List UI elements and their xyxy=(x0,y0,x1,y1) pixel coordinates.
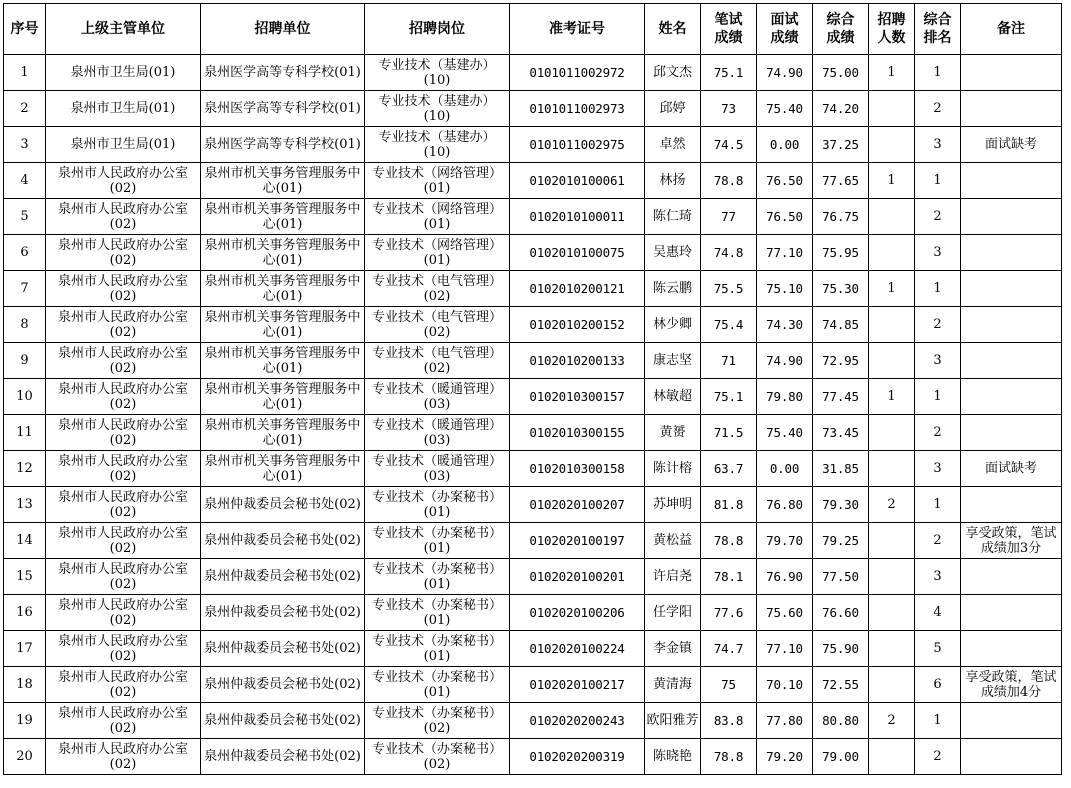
cell-written: 75.1 xyxy=(701,379,757,415)
cell-name: 任学阳 xyxy=(645,595,701,631)
table-row xyxy=(4,271,1062,307)
cell-written: 71.5 xyxy=(701,415,757,451)
cell-hires xyxy=(869,91,915,127)
col-header-name: 姓名 xyxy=(645,4,701,55)
results-table xyxy=(3,3,1062,775)
col-header-hires: 招聘人数 xyxy=(869,4,915,55)
cell-remarks: 面试缺考 xyxy=(961,127,1062,163)
cell-ticket: 0102010200152 xyxy=(510,307,645,343)
cell-remarks: 面试缺考 xyxy=(961,451,1062,487)
cell-total: 79.30 xyxy=(813,487,869,523)
cell-rank: 1 xyxy=(915,703,961,739)
cell-remarks xyxy=(961,415,1062,451)
cell-employer: 泉州市机关事务管理服务中心(01) xyxy=(201,271,365,307)
col-header-rank: 综合排名 xyxy=(915,4,961,55)
cell-ticket: 0102020100206 xyxy=(510,595,645,631)
cell-rank: 2 xyxy=(915,523,961,559)
cell-supervisor: 泉州市人民政府办公室(02) xyxy=(46,487,201,523)
col-header-supervisor: 上级主管单位 xyxy=(46,4,201,55)
cell-index: 4 xyxy=(4,163,46,199)
cell-position: 专业技术（网络管理）(01) xyxy=(365,235,510,271)
cell-rank: 3 xyxy=(915,559,961,595)
cell-hires xyxy=(869,415,915,451)
cell-position: 专业技术（办案秘书）(01) xyxy=(365,523,510,559)
cell-name: 欧阳雅芳 xyxy=(645,703,701,739)
cell-ticket: 0102010100011 xyxy=(510,199,645,235)
cell-position: 专业技术（基建办）(10) xyxy=(365,127,510,163)
cell-supervisor: 泉州市卫生局(01) xyxy=(46,127,201,163)
cell-remarks xyxy=(961,307,1062,343)
cell-rank: 6 xyxy=(915,667,961,703)
cell-rank: 4 xyxy=(915,595,961,631)
cell-ticket: 0102010300158 xyxy=(510,451,645,487)
table-row xyxy=(4,379,1062,415)
cell-index: 14 xyxy=(4,523,46,559)
table-row xyxy=(4,487,1062,523)
cell-remarks xyxy=(961,91,1062,127)
cell-interview: 0.00 xyxy=(757,451,813,487)
cell-remarks xyxy=(961,343,1062,379)
cell-supervisor: 泉州市人民政府办公室(02) xyxy=(46,235,201,271)
cell-ticket: 0102010100075 xyxy=(510,235,645,271)
cell-written: 78.8 xyxy=(701,739,757,775)
col-header-position: 招聘岗位 xyxy=(365,4,510,55)
cell-employer: 泉州市机关事务管理服务中心(01) xyxy=(201,379,365,415)
cell-position: 专业技术（办案秘书）(01) xyxy=(365,667,510,703)
cell-name: 黄清海 xyxy=(645,667,701,703)
cell-hires xyxy=(869,451,915,487)
cell-rank: 3 xyxy=(915,127,961,163)
cell-name: 林少卿 xyxy=(645,307,701,343)
cell-position: 专业技术（电气管理）(02) xyxy=(365,343,510,379)
cell-total: 72.95 xyxy=(813,343,869,379)
cell-written: 78.1 xyxy=(701,559,757,595)
cell-position: 专业技术（暖通管理）(03) xyxy=(365,415,510,451)
cell-name: 苏坤明 xyxy=(645,487,701,523)
cell-supervisor: 泉州市人民政府办公室(02) xyxy=(46,415,201,451)
cell-hires: 1 xyxy=(869,271,915,307)
table-row xyxy=(4,631,1062,667)
cell-supervisor: 泉州市人民政府办公室(02) xyxy=(46,595,201,631)
cell-ticket: 0101011002972 xyxy=(510,55,645,91)
cell-rank: 2 xyxy=(915,91,961,127)
cell-index: 9 xyxy=(4,343,46,379)
cell-employer: 泉州市机关事务管理服务中心(01) xyxy=(201,307,365,343)
cell-position: 专业技术（办案秘书）(01) xyxy=(365,559,510,595)
cell-employer: 泉州仲裁委员会秘书处(02) xyxy=(201,559,365,595)
cell-position: 专业技术（办案秘书）(02) xyxy=(365,703,510,739)
cell-name: 卓然 xyxy=(645,127,701,163)
cell-position: 专业技术（网络管理）(01) xyxy=(365,163,510,199)
cell-name: 吴惠玲 xyxy=(645,235,701,271)
cell-total: 79.25 xyxy=(813,523,869,559)
cell-hires xyxy=(869,559,915,595)
cell-interview: 75.40 xyxy=(757,91,813,127)
cell-hires xyxy=(869,595,915,631)
cell-position: 专业技术（办案秘书）(01) xyxy=(365,487,510,523)
cell-employer: 泉州仲裁委员会秘书处(02) xyxy=(201,487,365,523)
cell-employer: 泉州医学高等专科学校(01) xyxy=(201,91,365,127)
cell-interview: 79.70 xyxy=(757,523,813,559)
cell-index: 13 xyxy=(4,487,46,523)
cell-remarks xyxy=(961,199,1062,235)
cell-remarks: 享受政策，笔试成绩加4分 xyxy=(961,667,1062,703)
cell-total: 77.45 xyxy=(813,379,869,415)
cell-ticket: 0102020200243 xyxy=(510,703,645,739)
cell-written: 78.8 xyxy=(701,523,757,559)
cell-index: 10 xyxy=(4,379,46,415)
cell-rank: 1 xyxy=(915,487,961,523)
cell-position: 专业技术（基建办）(10) xyxy=(365,91,510,127)
cell-rank: 2 xyxy=(915,415,961,451)
table-row xyxy=(4,91,1062,127)
cell-index: 15 xyxy=(4,559,46,595)
table-row xyxy=(4,199,1062,235)
cell-remarks: 享受政策，笔试成绩加3分 xyxy=(961,523,1062,559)
cell-written: 77.6 xyxy=(701,595,757,631)
cell-name: 陈云鹏 xyxy=(645,271,701,307)
cell-ticket: 0101011002973 xyxy=(510,91,645,127)
cell-index: 20 xyxy=(4,739,46,775)
cell-written: 74.5 xyxy=(701,127,757,163)
cell-total: 75.30 xyxy=(813,271,869,307)
cell-hires xyxy=(869,631,915,667)
cell-employer: 泉州市机关事务管理服务中心(01) xyxy=(201,163,365,199)
cell-ticket: 0102020100207 xyxy=(510,487,645,523)
table-row xyxy=(4,559,1062,595)
cell-rank: 1 xyxy=(915,379,961,415)
cell-index: 7 xyxy=(4,271,46,307)
cell-written: 74.7 xyxy=(701,631,757,667)
cell-supervisor: 泉州市人民政府办公室(02) xyxy=(46,379,201,415)
cell-total: 77.65 xyxy=(813,163,869,199)
cell-interview: 77.80 xyxy=(757,703,813,739)
cell-remarks xyxy=(961,631,1062,667)
cell-rank: 1 xyxy=(915,163,961,199)
cell-name: 康志坚 xyxy=(645,343,701,379)
cell-hires xyxy=(869,739,915,775)
cell-hires xyxy=(869,667,915,703)
col-header-written: 笔试成绩 xyxy=(701,4,757,55)
cell-rank: 5 xyxy=(915,631,961,667)
cell-position: 专业技术（电气管理）(02) xyxy=(365,307,510,343)
cell-total: 76.60 xyxy=(813,595,869,631)
cell-remarks xyxy=(961,163,1062,199)
cell-interview: 70.10 xyxy=(757,667,813,703)
cell-interview: 79.80 xyxy=(757,379,813,415)
cell-rank: 3 xyxy=(915,343,961,379)
cell-name: 邱文杰 xyxy=(645,55,701,91)
cell-interview: 76.50 xyxy=(757,163,813,199)
table-row xyxy=(4,523,1062,559)
col-header-employer: 招聘单位 xyxy=(201,4,365,55)
cell-total: 31.85 xyxy=(813,451,869,487)
cell-index: 8 xyxy=(4,307,46,343)
cell-written: 78.8 xyxy=(701,163,757,199)
cell-hires xyxy=(869,199,915,235)
cell-hires: 2 xyxy=(869,487,915,523)
cell-written: 75.5 xyxy=(701,271,757,307)
table-row xyxy=(4,127,1062,163)
cell-total: 75.00 xyxy=(813,55,869,91)
cell-interview: 76.80 xyxy=(757,487,813,523)
cell-interview: 77.10 xyxy=(757,631,813,667)
cell-interview: 75.40 xyxy=(757,415,813,451)
cell-supervisor: 泉州市人民政府办公室(02) xyxy=(46,631,201,667)
cell-interview: 76.90 xyxy=(757,559,813,595)
cell-ticket: 0102010100061 xyxy=(510,163,645,199)
cell-remarks xyxy=(961,739,1062,775)
cell-index: 11 xyxy=(4,415,46,451)
cell-remarks xyxy=(961,559,1062,595)
table-row xyxy=(4,739,1062,775)
table-row xyxy=(4,667,1062,703)
cell-supervisor: 泉州市人民政府办公室(02) xyxy=(46,343,201,379)
cell-written: 74.8 xyxy=(701,235,757,271)
cell-hires: 2 xyxy=(869,703,915,739)
cell-index: 18 xyxy=(4,667,46,703)
table-row xyxy=(4,595,1062,631)
cell-rank: 2 xyxy=(915,307,961,343)
cell-supervisor: 泉州市人民政府办公室(02) xyxy=(46,307,201,343)
cell-ticket: 0102010200133 xyxy=(510,343,645,379)
cell-employer: 泉州市机关事务管理服务中心(01) xyxy=(201,235,365,271)
cell-name: 林敏超 xyxy=(645,379,701,415)
table-row xyxy=(4,163,1062,199)
cell-hires xyxy=(869,127,915,163)
cell-remarks xyxy=(961,487,1062,523)
cell-remarks xyxy=(961,703,1062,739)
cell-ticket: 0102020100201 xyxy=(510,559,645,595)
cell-employer: 泉州医学高等专科学校(01) xyxy=(201,127,365,163)
cell-supervisor: 泉州市人民政府办公室(02) xyxy=(46,163,201,199)
cell-employer: 泉州仲裁委员会秘书处(02) xyxy=(201,703,365,739)
cell-name: 黄赟 xyxy=(645,415,701,451)
table-row xyxy=(4,415,1062,451)
cell-index: 5 xyxy=(4,199,46,235)
cell-written: 81.8 xyxy=(701,487,757,523)
cell-ticket: 0102020100197 xyxy=(510,523,645,559)
cell-total: 74.85 xyxy=(813,307,869,343)
cell-interview: 75.60 xyxy=(757,595,813,631)
cell-total: 80.80 xyxy=(813,703,869,739)
cell-remarks xyxy=(961,55,1062,91)
cell-name: 陈仁琦 xyxy=(645,199,701,235)
cell-index: 16 xyxy=(4,595,46,631)
cell-employer: 泉州市机关事务管理服务中心(01) xyxy=(201,451,365,487)
cell-hires: 1 xyxy=(869,163,915,199)
cell-supervisor: 泉州市人民政府办公室(02) xyxy=(46,559,201,595)
cell-remarks xyxy=(961,271,1062,307)
cell-position: 专业技术（暖通管理）(03) xyxy=(365,379,510,415)
table-row xyxy=(4,703,1062,739)
cell-employer: 泉州仲裁委员会秘书处(02) xyxy=(201,523,365,559)
cell-remarks xyxy=(961,379,1062,415)
cell-index: 17 xyxy=(4,631,46,667)
cell-name: 陈晓艳 xyxy=(645,739,701,775)
col-header-interview: 面试成绩 xyxy=(757,4,813,55)
cell-index: 2 xyxy=(4,91,46,127)
cell-rank: 3 xyxy=(915,235,961,271)
col-header-index: 序号 xyxy=(4,4,46,55)
cell-hires xyxy=(869,235,915,271)
cell-total: 74.20 xyxy=(813,91,869,127)
cell-supervisor: 泉州市人民政府办公室(02) xyxy=(46,703,201,739)
cell-total: 73.45 xyxy=(813,415,869,451)
cell-ticket: 0102020100217 xyxy=(510,667,645,703)
cell-interview: 77.10 xyxy=(757,235,813,271)
cell-index: 19 xyxy=(4,703,46,739)
cell-rank: 2 xyxy=(915,199,961,235)
cell-remarks xyxy=(961,235,1062,271)
cell-name: 陈计榕 xyxy=(645,451,701,487)
cell-written: 71 xyxy=(701,343,757,379)
cell-ticket: 0102020100224 xyxy=(510,631,645,667)
cell-interview: 74.90 xyxy=(757,55,813,91)
cell-written: 83.8 xyxy=(701,703,757,739)
cell-total: 77.50 xyxy=(813,559,869,595)
cell-written: 75.1 xyxy=(701,55,757,91)
cell-supervisor: 泉州市人民政府办公室(02) xyxy=(46,667,201,703)
cell-interview: 79.20 xyxy=(757,739,813,775)
cell-index: 1 xyxy=(4,55,46,91)
cell-position: 专业技术（暖通管理）(03) xyxy=(365,451,510,487)
cell-rank: 1 xyxy=(915,55,961,91)
table-row xyxy=(4,307,1062,343)
cell-hires xyxy=(869,343,915,379)
cell-supervisor: 泉州市卫生局(01) xyxy=(46,55,201,91)
cell-index: 6 xyxy=(4,235,46,271)
cell-total: 37.25 xyxy=(813,127,869,163)
cell-total: 75.95 xyxy=(813,235,869,271)
cell-written: 75 xyxy=(701,667,757,703)
cell-hires: 1 xyxy=(869,379,915,415)
cell-interview: 0.00 xyxy=(757,127,813,163)
cell-position: 专业技术（基建办）(10) xyxy=(365,55,510,91)
cell-name: 林扬 xyxy=(645,163,701,199)
table-row xyxy=(4,55,1062,91)
cell-supervisor: 泉州市卫生局(01) xyxy=(46,91,201,127)
cell-written: 63.7 xyxy=(701,451,757,487)
cell-total: 75.90 xyxy=(813,631,869,667)
cell-employer: 泉州仲裁委员会秘书处(02) xyxy=(201,631,365,667)
cell-index: 12 xyxy=(4,451,46,487)
table-row xyxy=(4,451,1062,487)
cell-rank: 2 xyxy=(915,739,961,775)
cell-hires xyxy=(869,523,915,559)
cell-written: 73 xyxy=(701,91,757,127)
col-header-ticket: 准考证号 xyxy=(510,4,645,55)
cell-ticket: 0101011002975 xyxy=(510,127,645,163)
table-row xyxy=(4,235,1062,271)
cell-position: 专业技术（办案秘书）(02) xyxy=(365,739,510,775)
cell-ticket: 0102010300155 xyxy=(510,415,645,451)
cell-employer: 泉州市机关事务管理服务中心(01) xyxy=(201,343,365,379)
cell-rank: 1 xyxy=(915,271,961,307)
cell-supervisor: 泉州市人民政府办公室(02) xyxy=(46,739,201,775)
cell-employer: 泉州仲裁委员会秘书处(02) xyxy=(201,739,365,775)
cell-interview: 76.50 xyxy=(757,199,813,235)
cell-hires xyxy=(869,307,915,343)
cell-interview: 74.90 xyxy=(757,343,813,379)
cell-employer: 泉州仲裁委员会秘书处(02) xyxy=(201,595,365,631)
cell-written: 77 xyxy=(701,199,757,235)
cell-employer: 泉州仲裁委员会秘书处(02) xyxy=(201,667,365,703)
cell-supervisor: 泉州市人民政府办公室(02) xyxy=(46,199,201,235)
cell-remarks xyxy=(961,595,1062,631)
table-row xyxy=(4,343,1062,379)
cell-name: 邱婷 xyxy=(645,91,701,127)
cell-supervisor: 泉州市人民政府办公室(02) xyxy=(46,451,201,487)
col-header-remarks: 备注 xyxy=(961,4,1062,55)
cell-name: 黄松益 xyxy=(645,523,701,559)
cell-supervisor: 泉州市人民政府办公室(02) xyxy=(46,523,201,559)
cell-ticket: 0102010300157 xyxy=(510,379,645,415)
cell-hires: 1 xyxy=(869,55,915,91)
cell-interview: 74.30 xyxy=(757,307,813,343)
cell-name: 李金镇 xyxy=(645,631,701,667)
cell-rank: 3 xyxy=(915,451,961,487)
cell-position: 专业技术（办案秘书）(01) xyxy=(365,595,510,631)
cell-employer: 泉州医学高等专科学校(01) xyxy=(201,55,365,91)
cell-interview: 75.10 xyxy=(757,271,813,307)
cell-employer: 泉州市机关事务管理服务中心(01) xyxy=(201,199,365,235)
cell-index: 3 xyxy=(4,127,46,163)
cell-total: 72.55 xyxy=(813,667,869,703)
cell-employer: 泉州市机关事务管理服务中心(01) xyxy=(201,415,365,451)
cell-position: 专业技术（网络管理）(01) xyxy=(365,199,510,235)
header-row xyxy=(4,4,1062,55)
col-header-total: 综合成绩 xyxy=(813,4,869,55)
cell-name: 许启尧 xyxy=(645,559,701,595)
cell-total: 79.00 xyxy=(813,739,869,775)
cell-position: 专业技术（办案秘书）(01) xyxy=(365,631,510,667)
cell-ticket: 0102010200121 xyxy=(510,271,645,307)
cell-supervisor: 泉州市人民政府办公室(02) xyxy=(46,271,201,307)
cell-position: 专业技术（电气管理）(02) xyxy=(365,271,510,307)
cell-ticket: 0102020200319 xyxy=(510,739,645,775)
cell-total: 76.75 xyxy=(813,199,869,235)
cell-written: 75.4 xyxy=(701,307,757,343)
